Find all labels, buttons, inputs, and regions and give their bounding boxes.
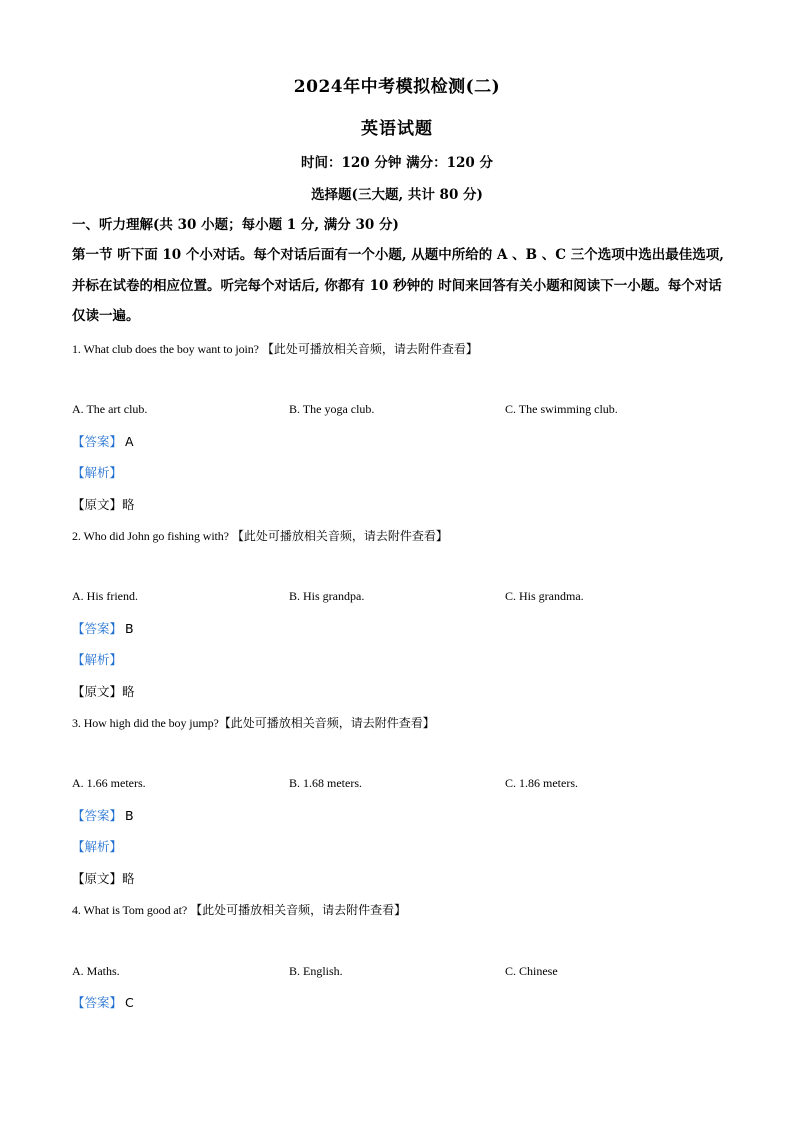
exam-title: 2024年中考模拟检测(二) (293, 77, 501, 97)
option-c: C. The swimming club. (505, 402, 618, 416)
analysis-label: 【解析】 (72, 839, 123, 854)
answer-value: C (125, 995, 134, 1010)
section-instructions: 第一节 听下面 10 个小对话。每个对话后面有一个小题, 从题中所给的 A 、B 、C 三个选项中选出最佳选项, 并标在试卷的相应位置。听完每个对话后, 你都有 10 秒钟的 时间来回答有关小题和阅读下一小题。每个对话仅读一遍。 (72, 247, 724, 324)
exam-meta: 时间：120 分钟 满分：120 分 (301, 155, 493, 171)
original-label: 【原文】 (72, 684, 123, 699)
question-1-answer (72, 432, 134, 450)
audio-note[interactable]: 【此处可播放相关音频，请去附件查看】 (218, 716, 435, 730)
question-3-stem (72, 714, 435, 731)
option-b: B. 1.68 meters. (289, 776, 362, 790)
answer-label: 【答案】 (72, 621, 123, 636)
option-a: A. Maths. (72, 964, 120, 978)
original-label: 【原文】 (72, 871, 123, 886)
analysis-label: 【解析】 (72, 652, 123, 667)
question-4-answer (72, 993, 134, 1011)
option-a: A. The art club. (72, 402, 148, 416)
question-1-original (72, 495, 135, 513)
question-3-analysis (72, 837, 122, 855)
question-stem: 1. What club does the boy want to join? (72, 342, 259, 356)
answer-label: 【答案】 (72, 995, 123, 1010)
question-3-original (72, 869, 135, 887)
option-b: B. English. (289, 964, 343, 978)
answer-label: 【答案】 (72, 434, 123, 449)
question-4-stem (72, 901, 406, 918)
option-c: C. Chinese (505, 964, 558, 978)
analysis-label: 【解析】 (72, 465, 123, 480)
audio-note[interactable]: 【此处可播放相关音频，请去附件查看】 (231, 529, 448, 543)
answer-value: B (125, 621, 134, 636)
original-label: 【原文】 (72, 497, 123, 512)
section-heading: 一、听力理解(共 30 小题；每小题 1 分, 满分 30 分) (72, 217, 399, 233)
question-2-analysis (72, 650, 122, 668)
question-2-original (72, 682, 135, 700)
option-b: B. The yoga club. (289, 402, 375, 416)
option-a: A. 1.66 meters. (72, 776, 146, 790)
option-c: C. His grandma. (505, 589, 584, 603)
audio-note[interactable]: 【此处可播放相关音频，请去附件查看】 (261, 342, 478, 356)
option-b: B. His grandpa. (289, 589, 365, 603)
question-1-analysis (72, 463, 122, 481)
question-stem: 3. How high did the boy jump? (72, 716, 219, 730)
question-3-answer (72, 806, 134, 824)
subject-title: 英语试题 (361, 119, 433, 139)
option-c: C. 1.86 meters. (505, 776, 578, 790)
original-value: 略 (122, 684, 135, 699)
question-2-stem (72, 527, 448, 544)
question-1-stem (72, 340, 478, 357)
answer-value: B (125, 808, 134, 823)
option-a: A. His friend. (72, 589, 138, 603)
answer-label: 【答案】 (72, 808, 123, 823)
question-stem: 4. What is Tom good at? (72, 903, 188, 917)
question-stem: 2. Who did John go fishing with? (72, 529, 229, 543)
original-value: 略 (122, 497, 135, 512)
question-2-answer (72, 619, 134, 637)
original-value: 略 (122, 871, 135, 886)
part-title: 选择题(三大题, 共计 80 分) (311, 187, 483, 203)
audio-note[interactable]: 【此处可播放相关音频，请去附件查看】 (190, 903, 407, 917)
answer-value: A (125, 434, 134, 449)
